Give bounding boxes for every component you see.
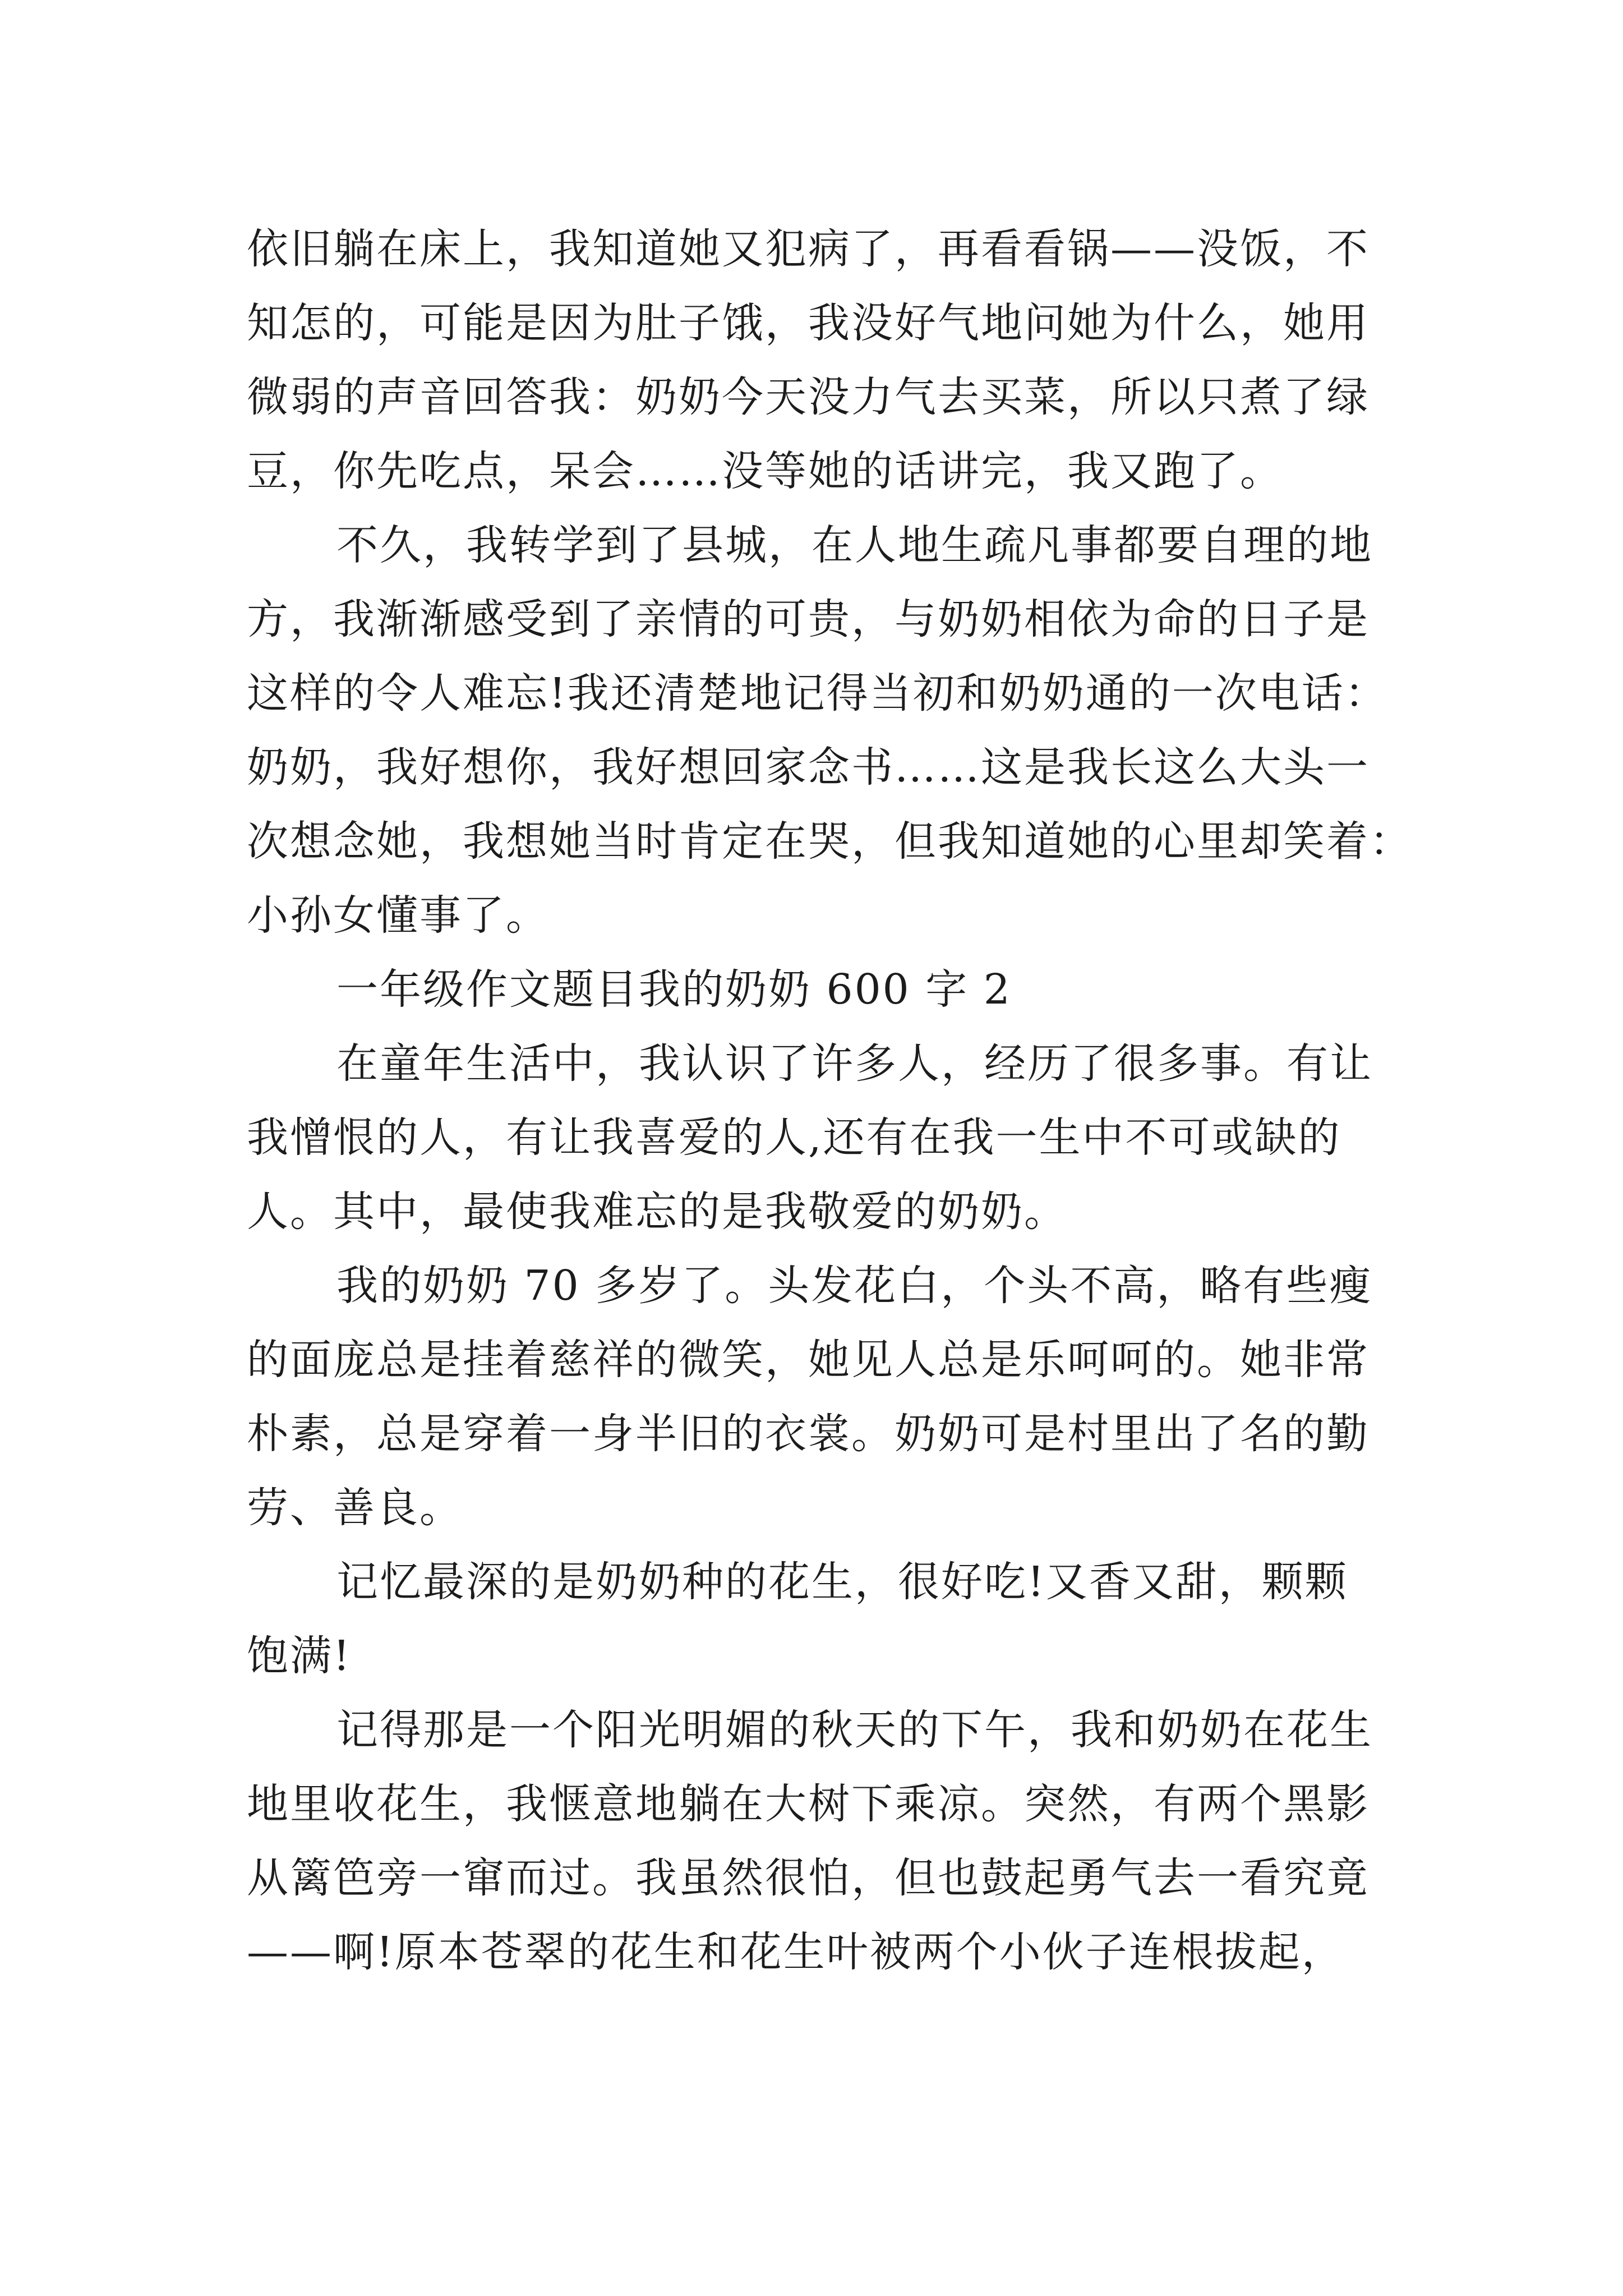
text-line: 方，我渐渐感受到了亲情的可贵，与奶奶相依为命的日子是 (247, 595, 1370, 643)
text-line: 小孙女懂事了。 (247, 891, 549, 940)
body-text (247, 212, 1413, 1989)
text-line: 人。其中，最使我难忘的是我敬爱的奶奶。 (247, 1188, 1067, 1236)
text-line: 奶奶，我好想你，我好想回家念书……这是我长这么大头一 (247, 743, 1370, 792)
text-line: 知怎的，可能是因为肚子饿，我没好气地问她为什么，她用 (247, 299, 1370, 347)
text-line: 饱满! (247, 1632, 352, 1680)
text-line: 朴素，总是穿着一身半旧的衣裳。奶奶可是村里出了名的勤 (247, 1410, 1370, 1458)
text-line: 我憎恨的人，有让我喜爱的人,还有在我一生中不可或缺的 (247, 1114, 1341, 1162)
text-line: 地里收花生，我惬意地躺在大树下乘凉。突然，有两个黑影 (247, 1780, 1370, 1828)
text-line: 豆，你先吃点，呆会……没等她的话讲完，我又跑了。 (247, 447, 1283, 495)
text-line: 我的奶奶 70 多岁了。头发花白，个头不高，略有些瘦 (336, 1262, 1373, 1310)
text-line: 的面庞总是挂着慈祥的微笑，她见人总是乐呵呵的。她非常 (247, 1336, 1370, 1384)
text-line: 依旧躺在床上，我知道她又犯病了，再看看锅——没饭，不 (247, 225, 1370, 273)
text-line: ——啊!原本苍翠的花生和花生叶被两个小伙子连根拔起， (247, 1928, 1345, 1976)
text-line: 从篱笆旁一窜而过。我虽然很怕，但也鼓起勇气去一看究竟 (247, 1854, 1370, 1902)
text-line: 在童年生活中，我认识了许多人，经历了很多事。有让 (336, 1039, 1373, 1088)
text-line: 劳、善良。 (247, 1484, 463, 1532)
text-line: 记忆最深的是奶奶种的花生，很好吃!又香又甜，颗颗 (336, 1558, 1348, 1606)
text-line: 记得那是一个阳光明媚的秋天的下午，我和奶奶在花生 (336, 1706, 1373, 1754)
text-line: 这样的令人难忘!我还清楚地记得当初和奶奶通的一次电话： (247, 669, 1388, 717)
text-line: 次想念她，我想她当时肯定在哭，但我知道她的心里却笑着： (247, 817, 1413, 866)
section-heading: 一年级作文题目我的奶奶 600 字 2 (336, 965, 1012, 1014)
text-line: 微弱的声音回答我：奶奶今天没力气去买菜，所以只煮了绿 (247, 373, 1370, 421)
text-line: 不久，我转学到了县城，在人地生疏凡事都要自理的地 (336, 521, 1373, 569)
